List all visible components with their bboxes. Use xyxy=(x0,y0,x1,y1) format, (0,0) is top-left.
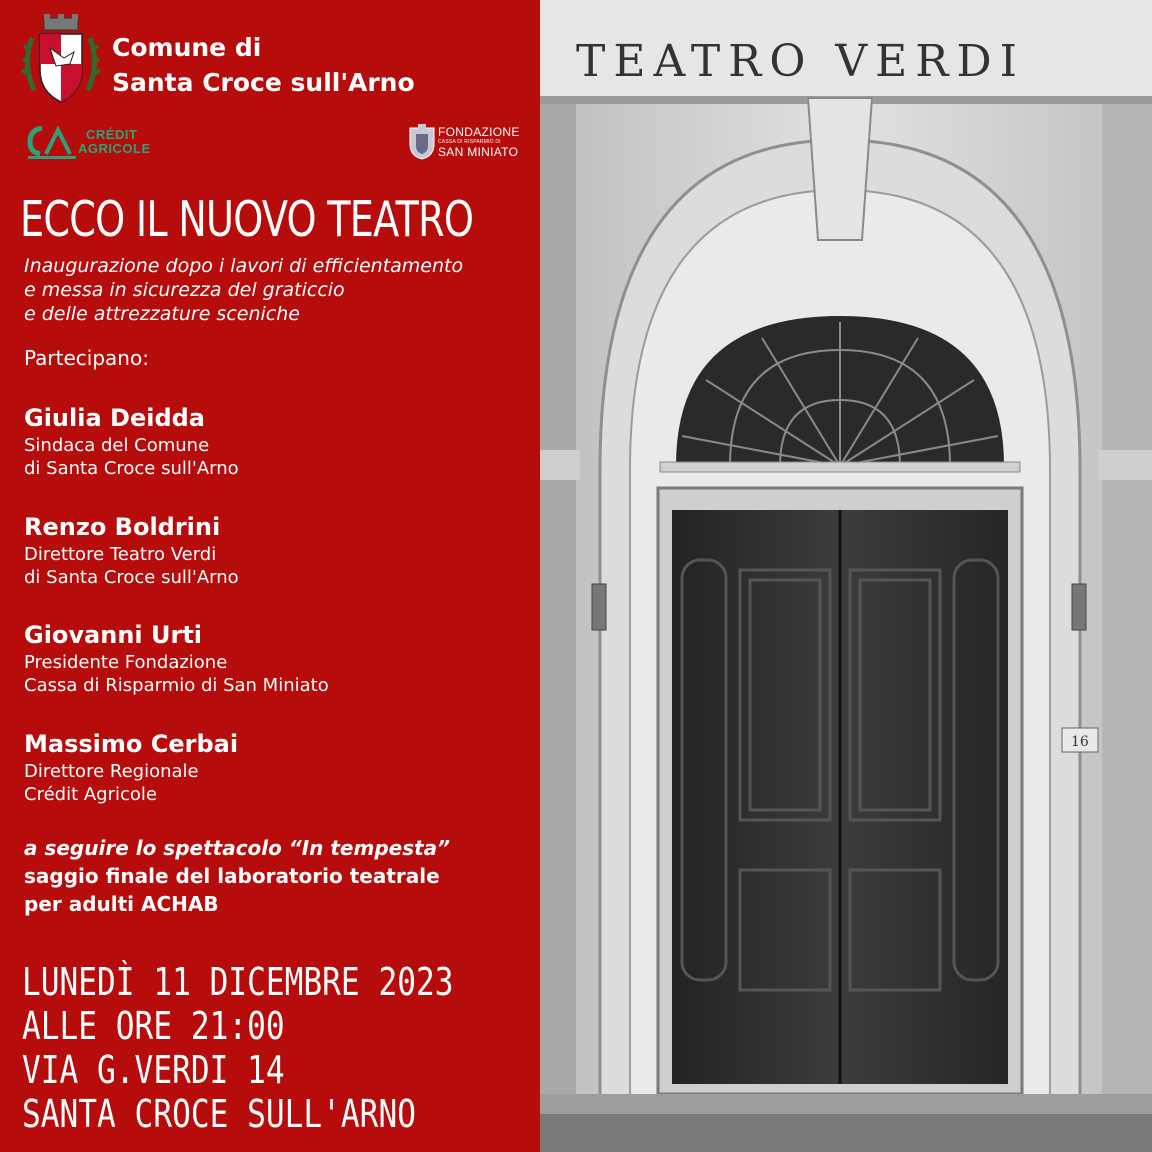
show-line-1: a seguire lo spettacolo “In tempesta” xyxy=(24,836,451,860)
participant-role-2: di Santa Croce sull'Arno xyxy=(24,458,239,479)
comune-line-1: Comune di xyxy=(112,33,262,62)
event-address: VIA G.VERDI 14 xyxy=(22,1048,285,1092)
participant-role-1: Sindaca del Comune xyxy=(24,435,210,456)
participants-label: Partecipano: xyxy=(24,346,149,370)
comune-crest-icon xyxy=(20,14,102,114)
comune-name xyxy=(112,30,415,100)
comune-line-2: Santa Croce sull'Arno xyxy=(112,68,415,97)
participant-name: Renzo Boldrini xyxy=(24,513,221,541)
show-line-2: saggio finale del laboratorio teatrale xyxy=(24,864,440,888)
fondazione-shield-icon xyxy=(408,124,436,160)
theatre-facade-image xyxy=(540,0,1152,1152)
event-time: ALLE ORE 21:00 xyxy=(22,1004,285,1048)
headline: ECCO IL NUOVO TEATRO xyxy=(20,191,474,248)
fondazione-line-1: FONDAZIONE xyxy=(438,125,520,139)
participant-role-2: di Santa Croce sull'Arno xyxy=(24,567,239,588)
credit-agricole-name xyxy=(78,128,151,156)
participant-name: Massimo Cerbai xyxy=(24,730,239,758)
subtitle-line-3: e delle attrezzature sceniche xyxy=(24,303,300,325)
fondazione-name xyxy=(438,126,520,158)
show-info xyxy=(24,834,450,918)
participant-role-2: Cassa di Risparmio di San Miniato xyxy=(24,675,329,696)
participant xyxy=(24,728,238,806)
participant-role-2: Crédit Agricole xyxy=(24,784,157,805)
credit-agricole-line-2: AGRICOLE xyxy=(78,141,151,156)
participant-role-1: Direttore Regionale xyxy=(24,761,199,782)
participant xyxy=(24,402,239,480)
theatre-photo xyxy=(540,0,1152,1152)
participant-role-1: Direttore Teatro Verdi xyxy=(24,544,217,565)
credit-agricole-line-1: CRÉDIT xyxy=(86,127,138,142)
subtitle-line-2: e messa in sicurezza del graticcio xyxy=(24,279,345,301)
event-city: SANTA CROCE SULL'ARNO xyxy=(22,1092,416,1136)
subtitle xyxy=(24,254,534,326)
house-number: 16 xyxy=(1071,734,1089,750)
facade-sign: TEATRO VERDI xyxy=(576,36,1026,87)
participant xyxy=(24,511,239,589)
fondazione-line-2: CASSA DI RISPARMIO DI xyxy=(438,139,501,145)
event-date: LUNEDÌ 11 DICEMBRE 2023 xyxy=(22,960,454,1004)
participant-role-1: Presidente Fondazione xyxy=(24,652,228,673)
fondazione-line-3: SAN MINIATO xyxy=(438,145,519,159)
subtitle-line-1: Inaugurazione dopo i lavori di efficientamento xyxy=(24,255,464,277)
show-line-3: per adulti ACHAB xyxy=(24,892,219,916)
participant-name: Giulia Deidda xyxy=(24,404,205,432)
participant-name: Giovanni Urti xyxy=(24,621,203,649)
participant xyxy=(24,619,329,697)
info-panel xyxy=(0,0,540,1152)
event-details xyxy=(22,960,453,1136)
